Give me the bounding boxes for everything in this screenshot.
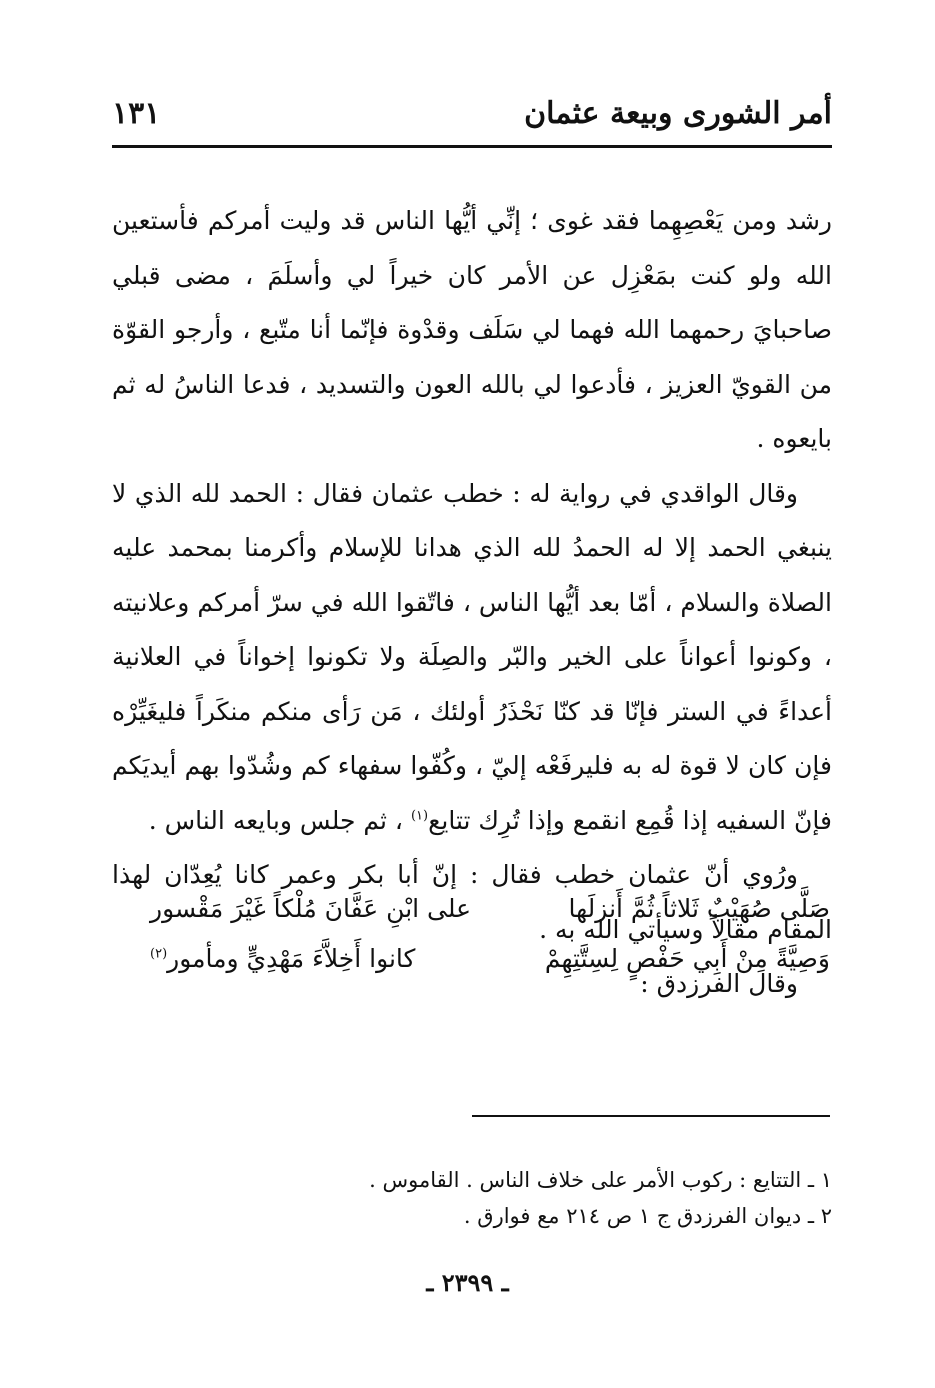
paragraph-4: وقال الفرزدق : bbox=[640, 969, 798, 998]
running-title: أمر الشورى وبيعة عثمان bbox=[524, 96, 832, 131]
verse-1-first-hemistich: صَلَّى صُهَيْبٌ ثَلاثاً ثُمَّ أَنزلَها bbox=[568, 894, 830, 923]
verse-1-second-hemistich: على ابْنِ عَفَّانَ مُلْكاً غَيْرَ مَقْسور bbox=[150, 894, 472, 923]
footnote-ref-2: (٢) bbox=[150, 946, 168, 962]
footnote-ref-1: (١) bbox=[410, 808, 429, 824]
verse-2-second-hemistich bbox=[150, 934, 415, 984]
poem-verse bbox=[150, 934, 830, 984]
footnote-2: ٢ ـ ديوان الفرزدق ج ١ ص ٢١٤ مع فوارق . bbox=[463, 1204, 832, 1228]
paragraph-2-text: وقال الواقدي في رواية له : خطب عثمان فقال : الحمد لله الذي لا ينبغي الحمد إلا له الحمدُ لله الذي هدانا للإسلام وأكرمنا بمحمد عليه الصلاة والسلام ، أمّا بعد أيُّها الناس ، فاتّقوا الله في سرّ أمركم وعلانيته ، وكونوا أعواناً على الخير والبّر والصِلَة ولا تكونوا إخواناً في العلانية أعداءً في الستر فإنّا قد كنّا نَحْذَرُ أولئك ، مَن رَأى منكم منكَراً فليغَيِّرْه فإن كان لا قوة له به فليرفَعْه إليّ ، وكُفّوا سفهاء كم وشُدّوا بهم أيديَكم فإنّ السفيه إذا قُمِع انقمع وإذا تُرِك تتايع bbox=[112, 478, 832, 835]
poem-verse bbox=[150, 884, 830, 934]
header-rule bbox=[112, 145, 832, 148]
page-number-top: ١٣١ bbox=[112, 96, 161, 131]
footnote-rule bbox=[472, 1115, 830, 1117]
poem bbox=[150, 884, 830, 984]
paragraph-2-end: ، ثم جلس وبايعه الناس . bbox=[148, 805, 403, 835]
footnotes bbox=[112, 1162, 832, 1234]
page-header bbox=[112, 88, 832, 144]
verse-2-first-hemistich: وَصِيَّةً مِنْ أَبِي حَفْصٍ لِسِتَّتِهِمْ bbox=[544, 944, 830, 973]
paragraph-2 bbox=[112, 467, 832, 849]
paragraph-3: ورُوي أنّ عثمان خطب فقال : إنّ أبا بكر وعمر كانا يُعِدّان لهذا المقام مقالاً وسيأتي الله به . bbox=[112, 860, 832, 944]
paragraph-1: رشد ومن يَعْصِهِما فقد غوى ؛ إنِّي أيُّها الناس قد وليت أمركم فأستعين الله ولو كنت بمَعْزِل عن الأمر كان خيراً لي وأسلَمَ ، مضى قبلي صاحبايَ رحمهما الله فهما لي سَلَف وقدْوة فإنّما أنا متّبع ، وأرجو القوّة من القويّ العزيز ، فأدعوا لي بالله العون والتسديد ، فدعا الناسُ له ثم بايعوه . bbox=[112, 206, 832, 453]
page-number-bottom: ـ ٢٣٩٩ ـ bbox=[426, 1268, 509, 1297]
verse-2-second-text: كانوا أَخِلاَّءَ مَهْدِيٍّ ومأمور bbox=[167, 944, 416, 973]
footnote-1: ١ ـ التتايع : ركوب الأمر على خلاف الناس . القاموس . bbox=[369, 1168, 832, 1192]
